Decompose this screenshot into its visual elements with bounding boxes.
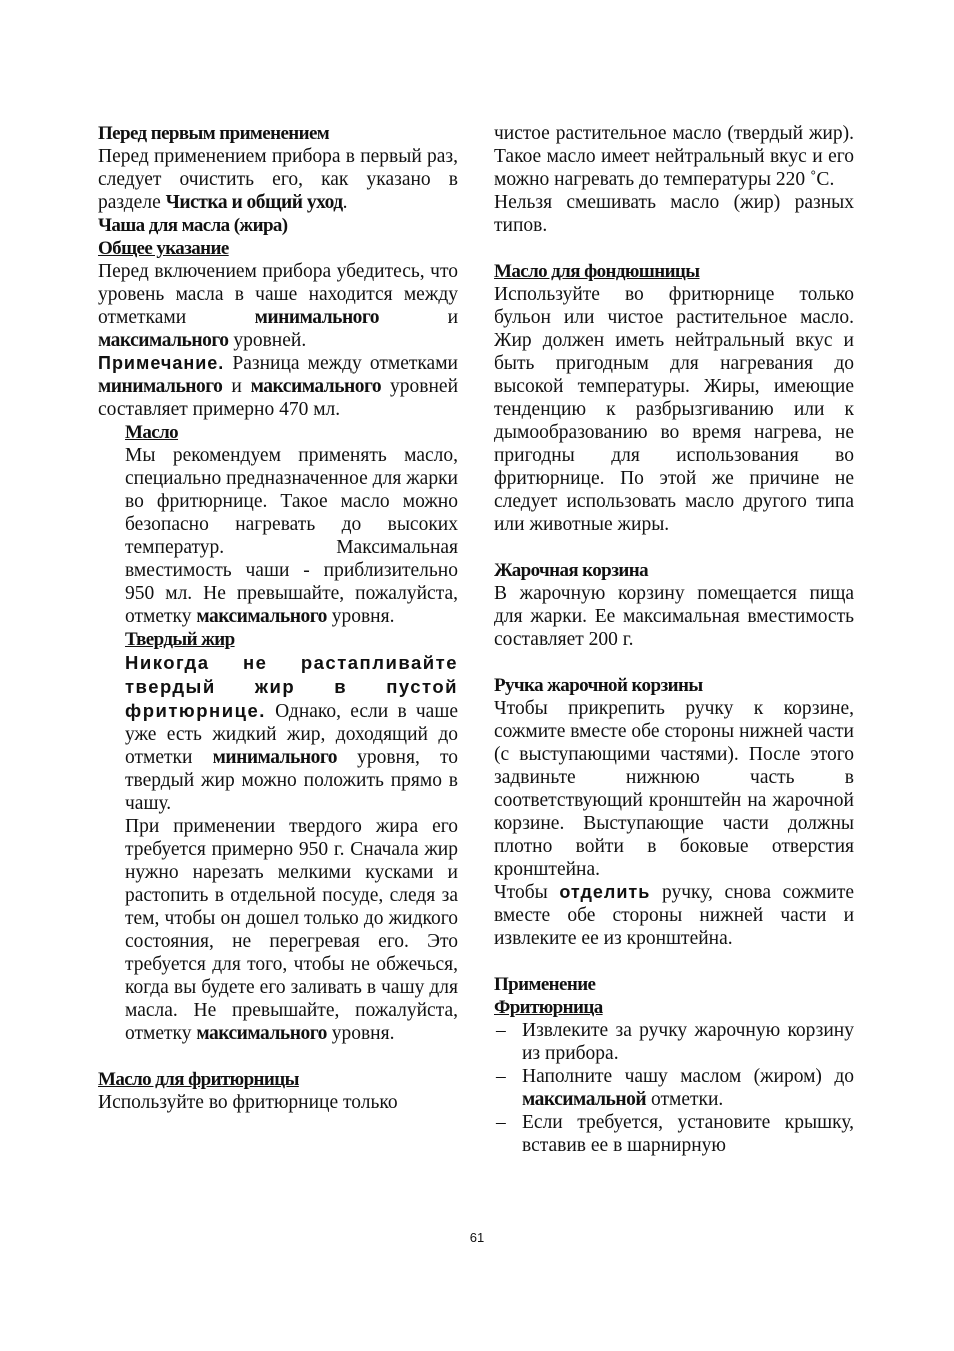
oil-bowl-heading: Чаша для масла (жира) xyxy=(98,215,288,236)
solid-fat-text-2: При применении твердого жира его требуется примерно 950 г. Сначала жир нужно нарезать мелкими кусками и растопить в отдельной посуде, следя за тем, чтобы он дошел только до жидкого состояния, не перегревая его. Это требуется для того, чтобы не обжечься, когда вы будете его заливать в чашу для масла. Не превышайте, пожалуйста, отметку максимального уровня. xyxy=(125,816,458,1044)
before-first-use-text: Перед применением прибора в первый раз, следует очистить его, как указано в разделе Чистка и общий уход. xyxy=(98,146,458,213)
basket-text: В жарочную корзину помещается пища для жарки. Ее максимальная вместимость составляет 200 г. xyxy=(494,583,854,650)
right-column xyxy=(494,122,854,1157)
page-number: 61 xyxy=(469,1230,485,1245)
fondue-text: Используйте во фритюрнице только бульон или чистое растительное масло. Жир должен иметь нейтральный вкус и быть пригодным для нагревания до высокой температуры. Жиры, имеющие тенденцию к разбрызгиванию или к дымообразованию во время нагрева, не пригодны для использования во фритюрнице. По этой же причине не следует использовать масло другого типа или животные жиры. xyxy=(494,284,854,535)
solid-fat-heading: Твердый жир xyxy=(125,629,235,650)
list-item: – Если требуется, установите крышку, вставив ее в шарнирную xyxy=(494,1111,854,1157)
handle-text: Чтобы прикрепить ручку к корзине, сожмите вместе обе стороны нижней части (с выступающими частями). После этого задвиньте нижнюю часть в соответствующий кронштейн на жарочной корзине. Выступающие части должны плотно войти в боковые отверстия кронштейна. xyxy=(494,698,854,880)
detach-text: Чтобы отделить ручку, снова сожмите вместе обе стороны нижней части и извлеките ее из кронштейна. xyxy=(494,882,854,949)
general-text: Перед включением прибора убедитесь, что уровень масла в чаше находится между отметками минимального и максимального уровней. xyxy=(98,261,458,351)
list-item: – Наполните чашу маслом (жиром) до максимальной отметки. xyxy=(494,1065,854,1111)
list-item: – Извлеките за ручку жарочную корзину из прибора. xyxy=(494,1019,854,1065)
before-first-use-heading: Перед первым применением xyxy=(98,123,330,144)
left-column xyxy=(98,122,458,1114)
note-text: Примечание. Разница между отметками минимального и максимального уровней составляет примерно 470 мл. xyxy=(98,353,459,420)
fondue-heading: Масло для фондюшницы xyxy=(494,261,700,282)
oil-text: Мы рекомендуем применять масло, специально предназначенное для жарки во фритюрнице. Такое масло можно безопасно нагревать до высоких температур. Максимальная вместимость чаши - приблизительно 950 мл. Не превышайте, пожалуйста, отметку максимального уровня. xyxy=(125,445,458,627)
handle-heading: Ручка жарочной корзины xyxy=(494,675,703,696)
oil-heading: Масло xyxy=(125,422,179,443)
fryer-oil-text-start: Используйте во фритюрнице только xyxy=(98,1092,398,1113)
fryer-heading: Фритюрница xyxy=(494,997,603,1018)
fryer-oil-text-cont: чистое растительное масло (твердый жир). Такое масло имеет нейтральный вкус и его можно нагревать до температуры 220 ˚С. xyxy=(494,123,854,190)
usage-heading: Применение xyxy=(494,974,596,995)
solid-fat-text: Никогда не растапливайте твердый жир в пустой фритюрнице. Однако, если в чаше уже есть жидкий жир, доходящий до отметки минимального уровня, то твердый жир можно положить прямо в чашу. xyxy=(125,652,458,814)
oil-section xyxy=(98,421,458,1045)
general-heading: Общее указание xyxy=(98,238,229,259)
steps-list xyxy=(494,1019,854,1157)
no-mix-text: Нельзя смешивать масло (жир) разных типов. xyxy=(494,192,854,236)
fryer-oil-heading: Масло для фритюрницы xyxy=(98,1069,299,1090)
basket-heading: Жарочная корзина xyxy=(494,560,649,581)
